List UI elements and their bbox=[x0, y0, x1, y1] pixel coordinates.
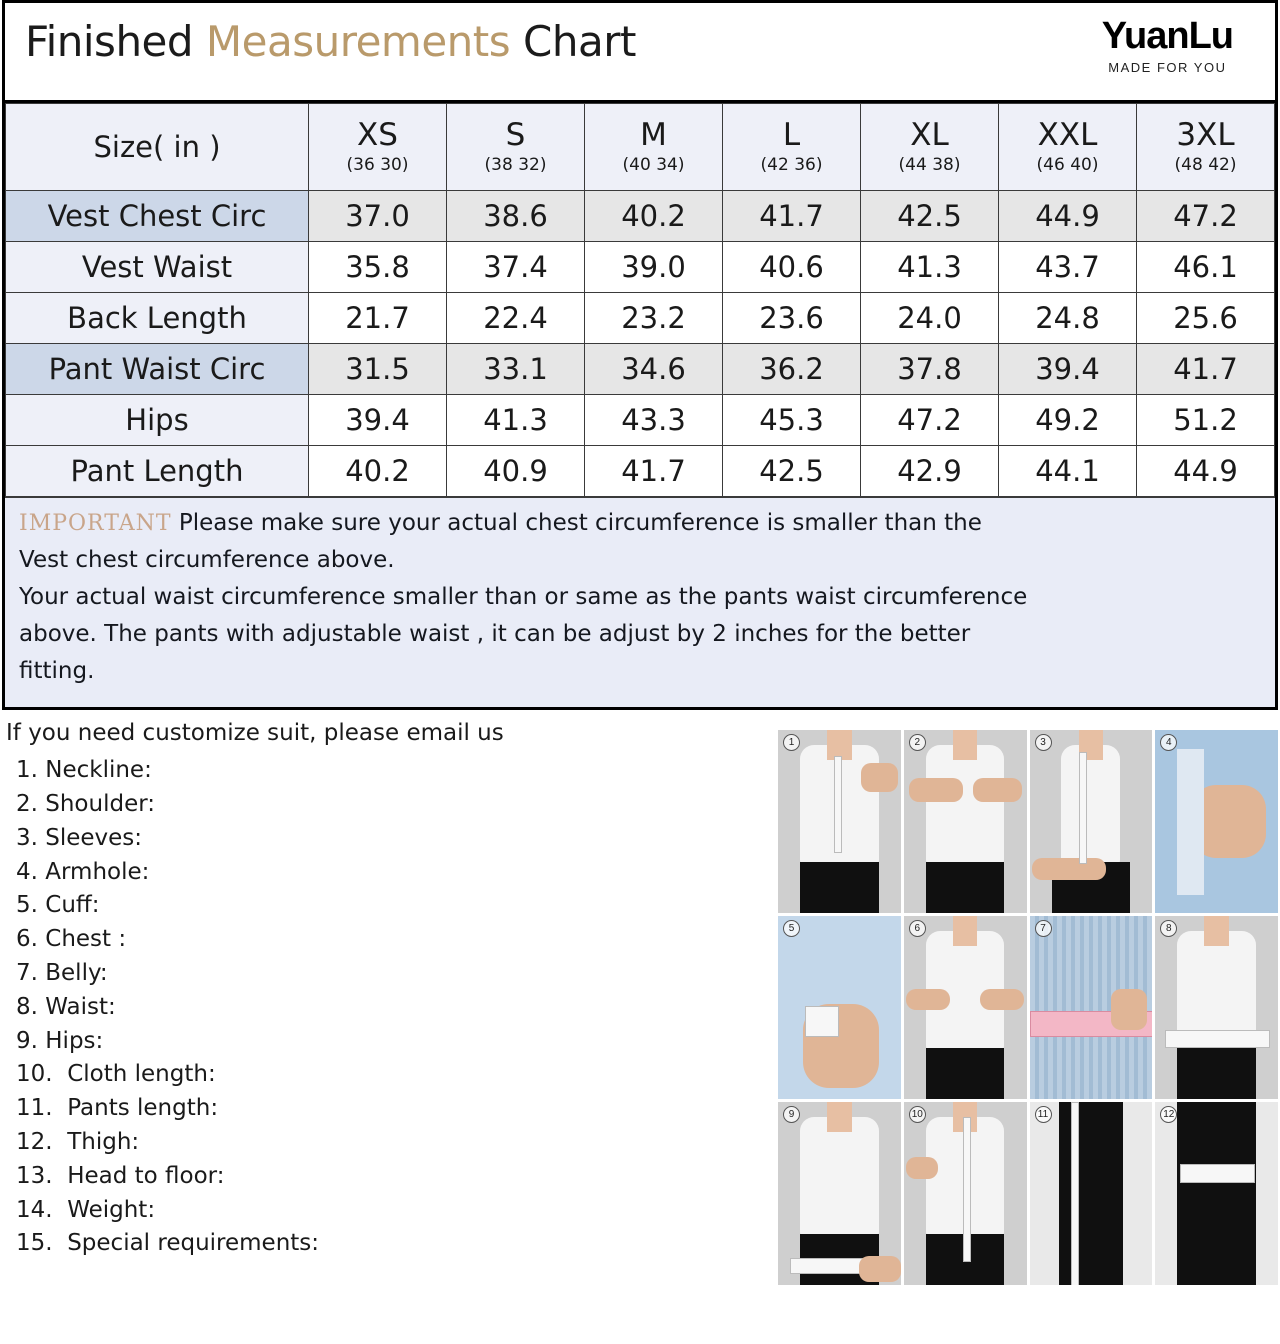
cell-hips-m: 43.3 bbox=[585, 395, 723, 446]
note-line-4-bold: above. bbox=[19, 621, 97, 648]
size-chart-table bbox=[5, 103, 1275, 497]
measurement-photo-5 bbox=[778, 916, 901, 1099]
column-header-l-name: L bbox=[782, 116, 801, 153]
measurement-photo-11 bbox=[1030, 1102, 1153, 1285]
photo-number-10: 10 bbox=[909, 1106, 926, 1123]
cell-back-length-xl: 24.0 bbox=[861, 293, 999, 344]
cell-vest-chest-xxl: 44.9 bbox=[999, 191, 1137, 242]
column-header-xl-name: XL bbox=[910, 116, 949, 153]
list-item: 10. Cloth length: bbox=[16, 1061, 216, 1088]
page-title bbox=[25, 17, 636, 66]
cell-pant-length-xxl: 44.1 bbox=[999, 446, 1137, 497]
cell-vest-chest-s: 38.6 bbox=[447, 191, 585, 242]
cell-hips-xxl: 49.2 bbox=[999, 395, 1137, 446]
note-line-1-text: Please make sure your actual chest circumference is smaller than the bbox=[178, 510, 982, 536]
photo-number-11: 11 bbox=[1035, 1106, 1052, 1123]
cell-back-length-xxl: 24.8 bbox=[999, 293, 1137, 344]
photo-number-2: 2 bbox=[909, 734, 926, 751]
column-header-xl bbox=[861, 104, 999, 191]
photo-number-7: 7 bbox=[1035, 920, 1052, 937]
list-item: 15. Special requirements: bbox=[16, 1230, 320, 1257]
cell-pant-waist-xxl: 39.4 bbox=[999, 344, 1137, 395]
cell-pant-waist-m: 34.6 bbox=[585, 344, 723, 395]
column-header-xs bbox=[309, 104, 447, 191]
cell-pant-length-xl: 42.9 bbox=[861, 446, 999, 497]
table-row bbox=[6, 395, 1275, 446]
column-header-xs-sub: (36 30) bbox=[346, 155, 409, 176]
table-row bbox=[6, 242, 1275, 293]
title-part-2: Chart bbox=[510, 17, 636, 66]
size-chart-box bbox=[2, 100, 1278, 710]
list-item: 9. Hips: bbox=[16, 1027, 104, 1054]
photo-number-6: 6 bbox=[909, 920, 926, 937]
list-item: 12. Thigh: bbox=[16, 1129, 140, 1155]
list-item: 13. Head to floor: bbox=[16, 1162, 225, 1189]
measurement-photo-4 bbox=[1155, 730, 1278, 913]
measurement-photo-3 bbox=[1030, 730, 1153, 913]
photo-number-8: 8 bbox=[1160, 920, 1177, 937]
measurement-photo-7 bbox=[1030, 916, 1153, 1099]
column-header-xs-name: XS bbox=[357, 116, 398, 153]
photo-number-12: 12 bbox=[1160, 1106, 1177, 1123]
photo-number-5: 5 bbox=[783, 920, 800, 937]
note-line-5: fitting. bbox=[19, 658, 95, 685]
row-label-pant-waist-circ: Pant Waist Circ bbox=[6, 344, 309, 395]
column-header-3xl-sub: (48 42) bbox=[1174, 155, 1237, 176]
list-item: 11. Pants length: bbox=[16, 1095, 219, 1122]
measurement-photo-1 bbox=[778, 730, 901, 913]
measurement-photo-9 bbox=[778, 1102, 901, 1285]
chart-header bbox=[2, 0, 1278, 100]
brand-tagline: MADE FOR YOU bbox=[1108, 60, 1227, 75]
cell-back-length-l: 23.6 bbox=[723, 293, 861, 344]
list-item: 6. Chest : bbox=[16, 926, 127, 953]
cell-hips-l: 45.3 bbox=[723, 395, 861, 446]
cell-pant-waist-xs: 31.5 bbox=[309, 344, 447, 395]
row-label-vest-chest-circ: Vest Chest Circ bbox=[6, 191, 309, 242]
table-row bbox=[6, 344, 1275, 395]
cell-vest-waist-xs: 35.8 bbox=[309, 242, 447, 293]
cell-vest-waist-s: 37.4 bbox=[447, 242, 585, 293]
column-header-m bbox=[585, 104, 723, 191]
list-item: 5. Cuff: bbox=[16, 892, 100, 919]
column-header-xxl-sub: (46 40) bbox=[1036, 155, 1099, 176]
photo-number-1: 1 bbox=[783, 734, 800, 751]
column-header-3xl bbox=[1137, 104, 1275, 191]
column-header-m-sub: (40 34) bbox=[622, 155, 685, 176]
important-note bbox=[5, 497, 1275, 707]
brand-logo bbox=[1102, 17, 1233, 75]
cell-vest-chest-m: 40.2 bbox=[585, 191, 723, 242]
column-header-s bbox=[447, 104, 585, 191]
customize-field-list bbox=[2, 754, 616, 1261]
cell-vest-chest-3xl: 47.2 bbox=[1137, 191, 1275, 242]
list-item: 4. Armhole: bbox=[16, 858, 150, 885]
list-item: 1. Neckline: bbox=[16, 757, 152, 784]
cell-vest-waist-xl: 41.3 bbox=[861, 242, 999, 293]
row-label-pant-length: Pant Length bbox=[6, 446, 309, 497]
column-header-xxl-name: XXL bbox=[1037, 116, 1098, 153]
column-header-m-name: M bbox=[640, 116, 667, 153]
cell-vest-waist-3xl: 46.1 bbox=[1137, 242, 1275, 293]
row-label-hips: Hips bbox=[6, 395, 309, 446]
cell-vest-waist-l: 40.6 bbox=[723, 242, 861, 293]
row-label-back-length: Back Length bbox=[6, 293, 309, 344]
customize-section bbox=[2, 720, 1278, 1300]
cell-pant-length-l: 42.5 bbox=[723, 446, 861, 497]
table-row bbox=[6, 293, 1275, 344]
cell-back-length-xs: 21.7 bbox=[309, 293, 447, 344]
note-line-4 bbox=[19, 619, 1261, 650]
cell-pant-length-s: 40.9 bbox=[447, 446, 585, 497]
measurement-photo-12 bbox=[1155, 1102, 1278, 1285]
title-part-1: Finished bbox=[25, 17, 206, 66]
measurement-photo-6 bbox=[904, 916, 1027, 1099]
cell-pant-waist-s: 33.1 bbox=[447, 344, 585, 395]
cell-hips-xl: 47.2 bbox=[861, 395, 999, 446]
cell-back-length-s: 22.4 bbox=[447, 293, 585, 344]
column-header-xxl bbox=[999, 104, 1137, 191]
cell-vest-waist-xxl: 43.7 bbox=[999, 242, 1137, 293]
note-line-3: Your actual waist circumference smaller than or same as the pants waist circumference bbox=[19, 584, 1028, 611]
cell-vest-chest-xs: 37.0 bbox=[309, 191, 447, 242]
title-part-accent: Measurements bbox=[205, 17, 511, 66]
column-header-l bbox=[723, 104, 861, 191]
row-label-vest-waist: Vest Waist bbox=[6, 242, 309, 293]
list-item: 14. Weight: bbox=[16, 1196, 156, 1223]
cell-hips-3xl: 51.2 bbox=[1137, 395, 1275, 446]
note-line-4-rest: The pants with adjustable waist , it can be adjust by 2 inches for the better bbox=[96, 621, 971, 648]
cell-back-length-3xl: 25.6 bbox=[1137, 293, 1275, 344]
column-header-xl-sub: (44 38) bbox=[898, 155, 961, 176]
cell-pant-waist-3xl: 41.7 bbox=[1137, 344, 1275, 395]
measurement-photo-grid bbox=[778, 730, 1278, 1285]
photo-number-9: 9 bbox=[783, 1106, 800, 1123]
list-item: 2. Shoulder: bbox=[16, 791, 156, 818]
note-line-1 bbox=[19, 508, 1261, 539]
list-item: 7. Belly: bbox=[16, 960, 108, 987]
column-header-s-sub: (38 32) bbox=[484, 155, 547, 176]
column-header-l-sub: (42 36) bbox=[760, 155, 823, 176]
cell-pant-waist-l: 36.2 bbox=[723, 344, 861, 395]
table-header-row bbox=[6, 104, 1275, 191]
photo-number-3: 3 bbox=[1035, 734, 1052, 751]
cell-pant-waist-xl: 37.8 bbox=[861, 344, 999, 395]
measurement-photo-8 bbox=[1155, 916, 1278, 1099]
measurement-photo-10 bbox=[904, 1102, 1027, 1285]
cell-pant-length-3xl: 44.9 bbox=[1137, 446, 1275, 497]
cell-hips-xs: 39.4 bbox=[309, 395, 447, 446]
cell-back-length-m: 23.2 bbox=[585, 293, 723, 344]
cell-vest-chest-xl: 42.5 bbox=[861, 191, 999, 242]
column-header-3xl-name: 3XL bbox=[1176, 116, 1235, 153]
customize-heading: If you need customize suit, please email us bbox=[6, 720, 504, 747]
table-row bbox=[6, 191, 1275, 242]
cell-pant-length-m: 41.7 bbox=[585, 446, 723, 497]
cell-vest-waist-m: 39.0 bbox=[585, 242, 723, 293]
table-row bbox=[6, 446, 1275, 497]
measurement-photo-2 bbox=[904, 730, 1027, 913]
note-line-2: Vest chest circumference above. bbox=[19, 547, 395, 574]
list-item: 3. Sleeves: bbox=[16, 824, 143, 851]
important-label: IMPORTANT bbox=[19, 511, 172, 536]
cell-pant-length-xs: 40.2 bbox=[309, 446, 447, 497]
cell-vest-chest-l: 41.7 bbox=[723, 191, 861, 242]
brand-name: YuanLu bbox=[1101, 15, 1233, 57]
list-item: 8. Waist: bbox=[16, 993, 116, 1020]
cell-hips-s: 41.3 bbox=[447, 395, 585, 446]
column-header-s-name: S bbox=[505, 116, 526, 153]
size-unit-header: Size( in ) bbox=[6, 104, 309, 191]
photo-number-4: 4 bbox=[1160, 734, 1177, 751]
